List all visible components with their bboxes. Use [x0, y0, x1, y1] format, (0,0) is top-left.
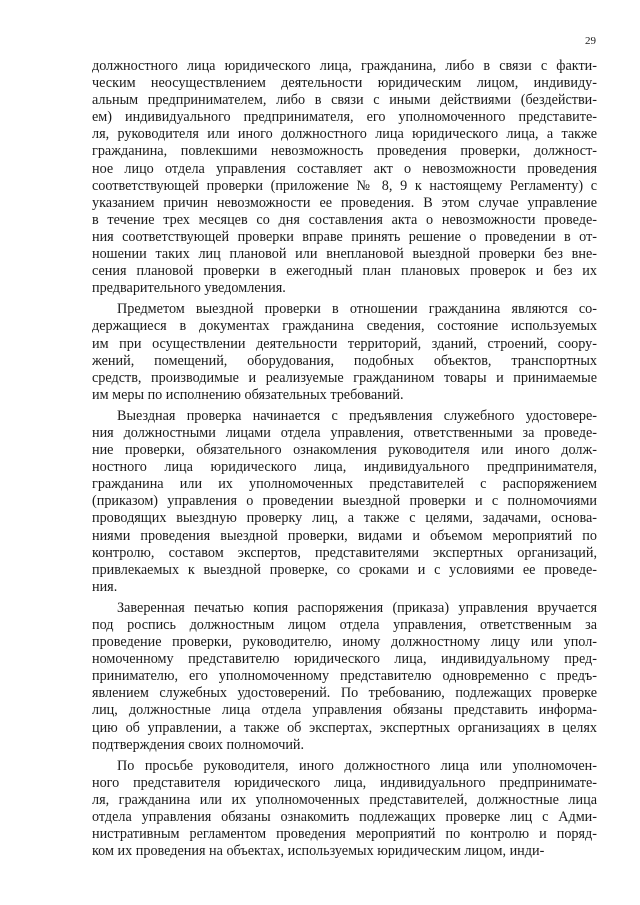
text-line: жений, помещений, оборудования, подобных объектов, транспортных: [92, 352, 597, 369]
text-line: предварительного уведомления.: [92, 280, 286, 297]
text-line: проводящих выездную проверку лиц, а также с целями, задачами, основа-: [92, 510, 597, 527]
text-line: (приказом) управления о проведении выездной проверки и с полномочиями: [92, 493, 597, 510]
text-line: ностного лица юридического лица, индивидуального предпринимателя,: [92, 459, 597, 476]
text-line: отдела управления обязаны ознакомить подлежащих проверке лиц с Адми-: [92, 809, 597, 826]
paragraph: [92, 758, 597, 861]
text-line: ком их проведения на объектах, используемых юридическим лицом, инди-: [92, 843, 545, 860]
text-line: подтверждения своих полномочий.: [92, 736, 305, 753]
text-line: указанием причин невозможности ее проведения. В этом случае управление: [92, 194, 597, 211]
text-line: проведение проверки, руководителю, иному должностному лицу или упол-: [92, 634, 597, 651]
text-line: ния должностными лицами отдела управления, ответственными за проведе-: [92, 424, 597, 441]
text-line: нистративным регламентом проведения мероприятий по контролю и поряд-: [92, 826, 597, 843]
text-line: ния соответствующей проверки вправе принять решение о проведении в от-: [92, 228, 597, 245]
text-line: ля, гражданина или их уполномоченных представителей, должностные лица: [92, 791, 597, 808]
text-line: ношении таких лиц плановой или внеплановой выездной проверки без вне-: [92, 246, 597, 263]
text-line: средств, производимые и реализуемые гражданином товары и принимаемые: [92, 369, 597, 386]
text-line: принимателю, его уполномоченному представителю одновременно с предъ-: [92, 668, 597, 685]
text-line: ля, руководителя или иного должностного лица юридического лица, а также: [92, 126, 597, 143]
text-line: По просьбе руководителя, иного должностного лица или уполномочен-: [117, 757, 597, 774]
text-line: ческим неосуществлением деятельности юридическим лицом, индивиду-: [92, 75, 597, 92]
text-line: держащиеся в документах гражданина сведения, состояние используемых: [92, 318, 597, 335]
document-body: [92, 58, 597, 860]
text-line: должностного лица юридического лица, гражданина, либо в связи с факти-: [92, 58, 597, 74]
text-line: альным предпринимателем, либо в связи с иными действиями (бездействи-: [92, 92, 597, 109]
text-line: под роспись должностным лицом отдела управления, ответственным за: [92, 617, 597, 633]
text-line: ние проверки, обязательного ознакомления руководителя или иного долж-: [92, 442, 597, 459]
text-line: контролю, составом экспертов, представителями экспертных организаций,: [92, 544, 597, 561]
paragraph: [92, 301, 597, 404]
text-line: Выездная проверка начинается с предъявления служебного удостовере-: [117, 407, 597, 424]
text-line: ниями проведения выездной проверки, видами и объемом мероприятий по: [92, 527, 597, 544]
text-line: соответствующей проверки (приложение № 8, 9 к настоящему Регламенту) с: [92, 177, 597, 194]
text-line: ем) индивидуального предпринимателя, его уполномоченного представите-: [92, 109, 597, 126]
text-line: гражданина или их уполномоченных представителей с распоряжением: [92, 476, 597, 493]
text-line: им меры по исполнению обязательных требований.: [92, 386, 404, 403]
text-line: Заверенная печатью копия распоряжения (приказа) управления вручается: [117, 599, 597, 616]
text-line: Предметом выездной проверки в отношении гражданина являются со-: [117, 301, 597, 318]
text-line: им при осуществлении деятельности территорий, зданий, строений, соору-: [92, 335, 597, 352]
text-line: гражданина, повлекшими невозможность проведения проверки, должност-: [92, 143, 597, 160]
text-line: ное лицо отдела управления составляет акт о невозможности проведения: [92, 160, 597, 177]
text-line: привлекаемых к выездной проверке, со сроками и с условиями ее проведе-: [92, 561, 597, 578]
text-line: лиц, должностные лица отдела управления обязаны представить информа-: [92, 702, 597, 719]
text-line: в течение трех месяцев со дня составления акта о невозможности проведе-: [92, 211, 597, 228]
paragraph: [92, 58, 597, 297]
text-line: номоченному представителю юридического лица, индивидуальному пред-: [92, 651, 597, 668]
text-line: ния.: [92, 578, 118, 595]
paragraph: [92, 600, 597, 754]
text-line: цию об управлении, а также об экспертах, экспертных организациях в целях: [92, 719, 597, 736]
paragraph: [92, 408, 597, 596]
text-line: ного представителя юридического лица, индивидуального предпринимате-: [92, 774, 597, 791]
text-line: сения плановой проверки в ежегодный план плановых проверок и без их: [92, 263, 597, 280]
text-line: явлением служебных удостоверений. По требованию, подлежащих проверке: [92, 685, 597, 702]
page-number: 29: [585, 35, 596, 47]
